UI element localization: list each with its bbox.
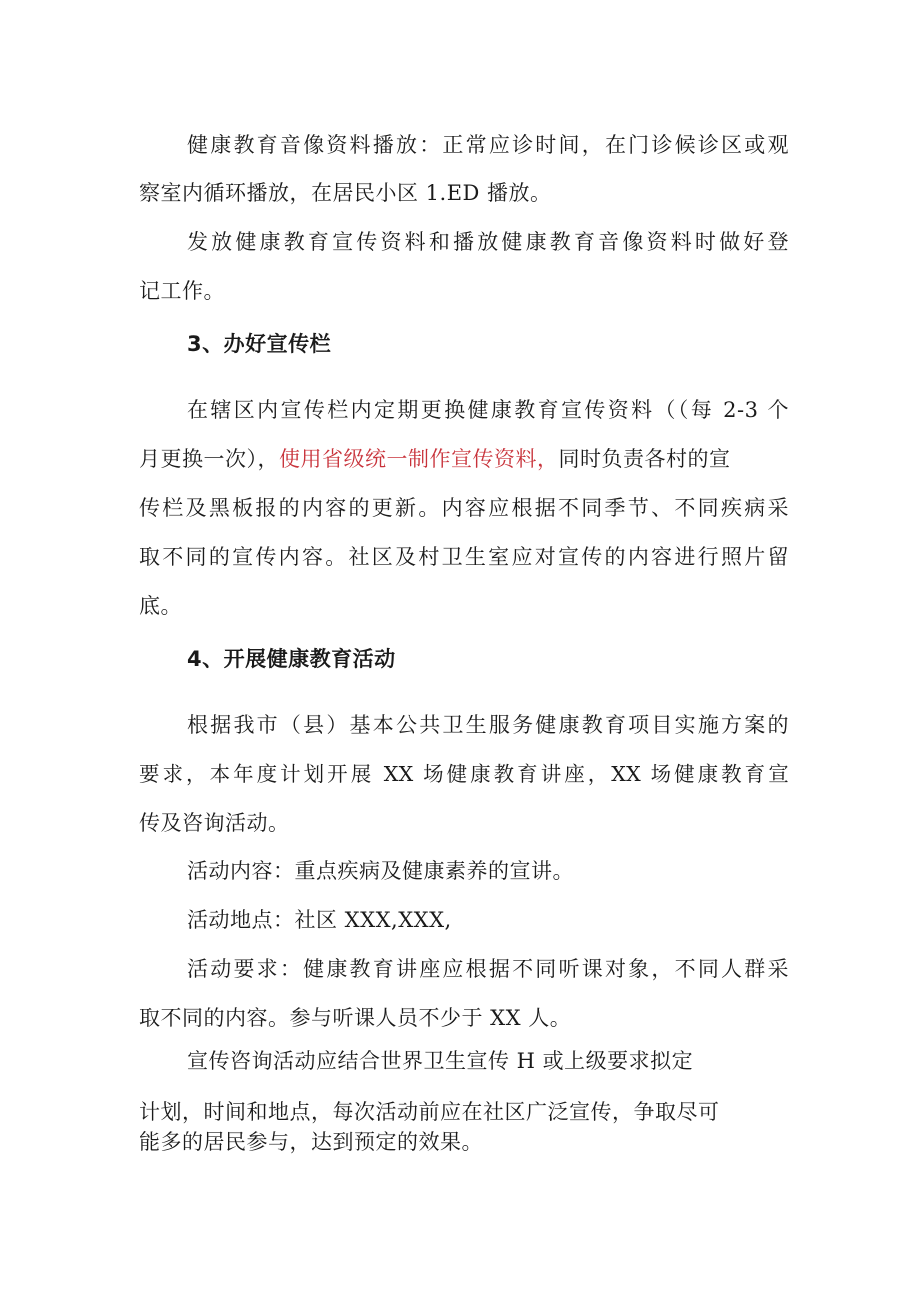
- playback-line-1: 健康教育音像资料播放：正常应诊时间，在门诊候诊区或观: [187, 133, 789, 157]
- consult-line-1: 宣传咨询活动应结合世界卫生宣传 H 或上级要求拟定: [187, 1049, 694, 1073]
- board-line-1: 在辖区内宣传栏内定期更换健康教育宣传资料（（每 2-3 个: [187, 398, 789, 422]
- consult-line-2: 计划，时间和地点，每次活动前应在社区广泛宣传，争取尽可: [139, 1100, 720, 1124]
- board-line-4: 取不同的宣传内容。社区及村卫生室应对宣传的内容进行照片留: [139, 545, 789, 569]
- board-line-2: [139, 445, 789, 473]
- board-line-2-start: 月更换一次），: [139, 447, 279, 471]
- registration-line-1: 发放健康教育宣传资料和播放健康教育音像资料时做好登: [187, 230, 789, 254]
- plan-line-2: 要求，本年度计划开展 XX 场健康教育讲座，XX 场健康教育宣: [139, 762, 789, 786]
- board-line-5: 底。: [139, 594, 182, 618]
- board-line-2-end: 同时负责各村的宣: [558, 447, 731, 471]
- board-line-3: 传栏及黑板报的内容的更新。内容应根据不同季节、不同疾病采: [139, 496, 789, 520]
- plan-line-1: 根据我市（县）基本公共卫生服务健康教育项目实施方案的: [187, 713, 789, 737]
- requirements-line-1: 活动要求：健康教育讲座应根据不同听课对象，不同人群采: [187, 957, 789, 981]
- registration-line-2: 记工作。: [139, 279, 225, 303]
- board-line-2-highlight: 使用省级统一制作宣传资料，: [279, 447, 559, 471]
- playback-line-2: 察室内循环播放，在居民小区 1.ED 播放。: [139, 181, 552, 205]
- consult-line-3: 能多的居民参与，达到预定的效果。: [139, 1130, 483, 1154]
- activity-content: 活动内容：重点疾病及健康素养的宣讲。: [187, 859, 574, 883]
- requirements-line-2: 取不同的内容。参与听课人员不少于 XX 人。: [139, 1006, 572, 1030]
- activity-location: 活动地点：社区 XXX,XXX,: [187, 908, 452, 932]
- section-heading-bulletin-board: 3、办好宣传栏: [187, 332, 332, 356]
- plan-line-3: 传及咨询活动。: [139, 811, 290, 835]
- section-heading-activities: 4、开展健康教育活动: [187, 647, 396, 671]
